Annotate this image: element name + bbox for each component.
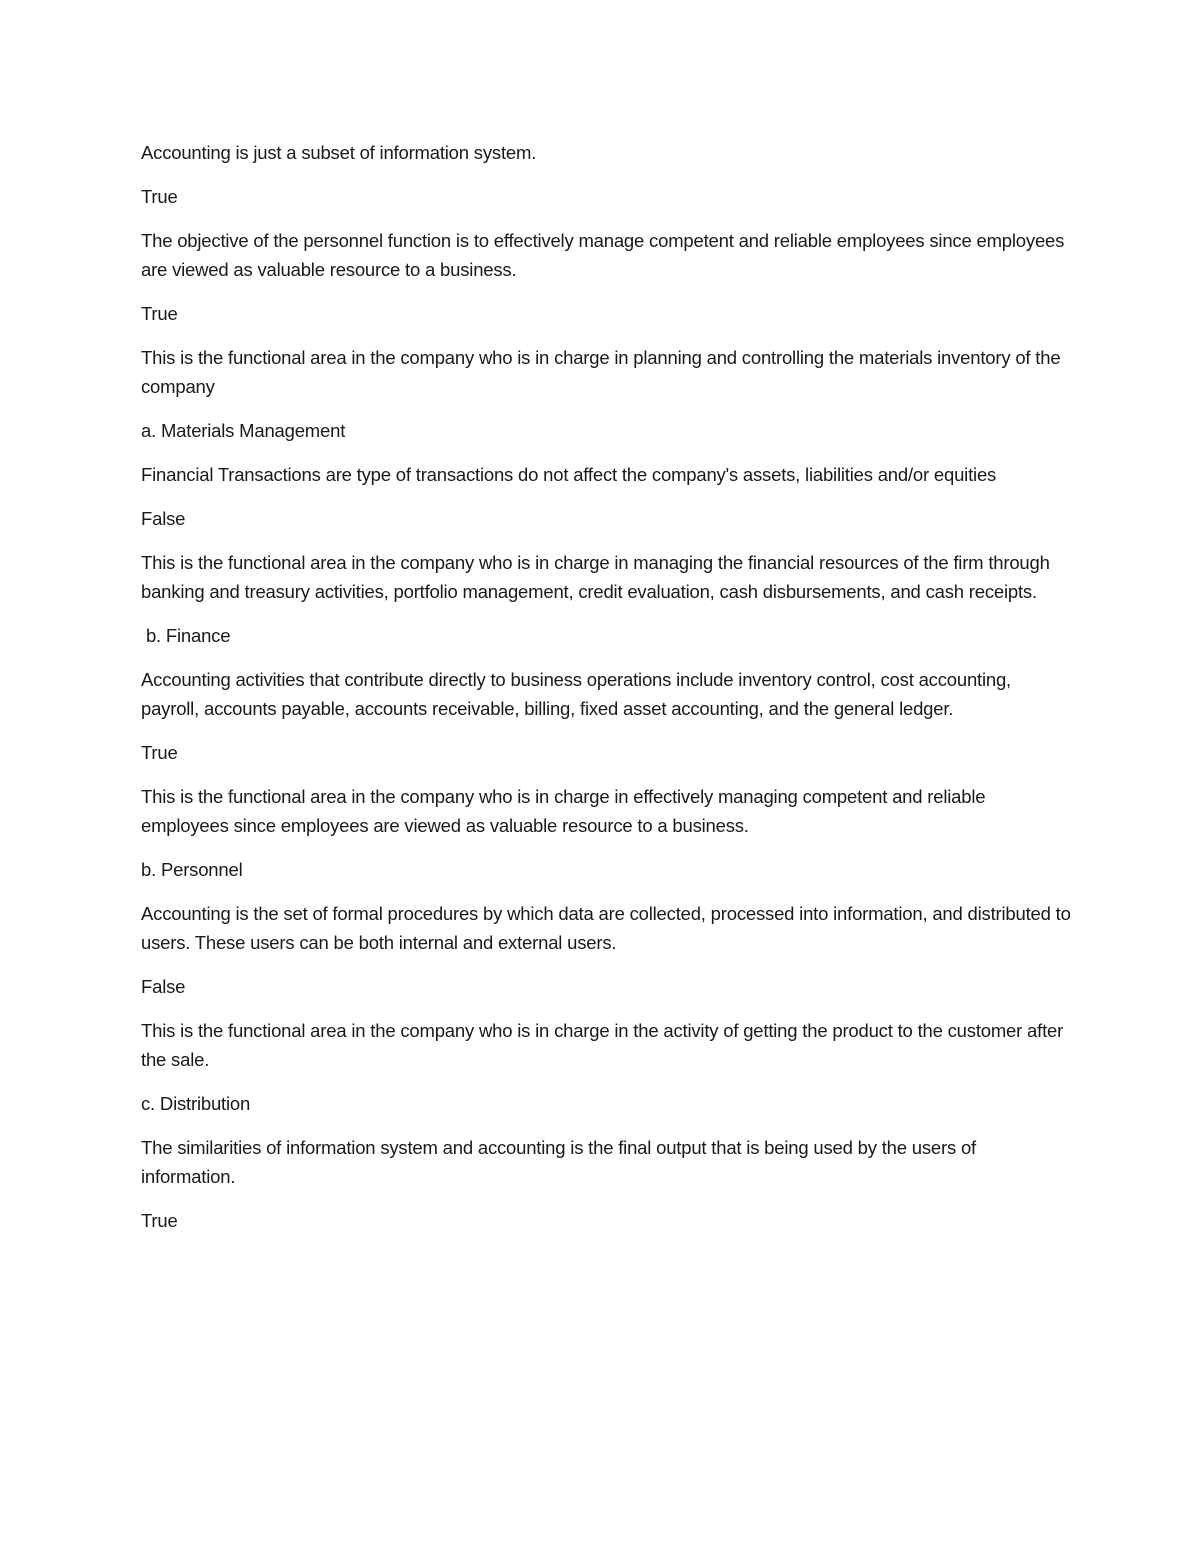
- answer-text: False: [141, 508, 186, 529]
- question-text: Financial Transactions are type of transactions do not affect the company's assets, liabilities and/or equities: [141, 464, 997, 485]
- answer-text: False: [141, 976, 186, 997]
- question-text: This is the functional area in the company who is in charge in managing the financial resources of the firm through banking and treasury activities, portfolio management, credit evaluation, cash disbursements, and cash receipts.: [141, 552, 1050, 602]
- answer-text: b. Personnel: [141, 859, 243, 880]
- question-text: Accounting is the set of formal procedures by which data are collected, processed into information, and distributed to users. These users can be both internal and external users.: [141, 903, 1071, 953]
- answer-text: b. Finance: [141, 625, 231, 646]
- question-text: This is the functional area in the company who is in charge in the activity of getting the product to the customer after the sale.: [141, 1020, 1064, 1070]
- question-text: The similarities of information system and accounting is the final output that is being used by the users of information.: [141, 1137, 976, 1187]
- question-text: The objective of the personnel function is to effectively manage competent and reliable employees since employees are viewed as valuable resource to a business.: [141, 230, 1065, 280]
- answer-text: True: [141, 186, 178, 207]
- document-body: [141, 138, 1071, 1250]
- answer-text: True: [141, 1210, 178, 1231]
- answer-text: True: [141, 303, 178, 324]
- answer-text: a. Materials Management: [141, 420, 346, 441]
- answer-text: True: [141, 742, 178, 763]
- question-text: Accounting activities that contribute directly to business operations include inventory control, cost accounting, payroll, accounts payable, accounts receivable, billing, fixed asset accounting, and the general ledger.: [141, 669, 1011, 719]
- question-text: Accounting is just a subset of information system.: [141, 142, 537, 163]
- question-text: This is the functional area in the company who is in charge in planning and controlling the materials inventory of the company: [141, 347, 1061, 397]
- answer-text: c. Distribution: [141, 1093, 251, 1114]
- question-text: This is the functional area in the company who is in charge in effectively managing competent and reliable employees since employees are viewed as valuable resource to a business.: [141, 786, 986, 836]
